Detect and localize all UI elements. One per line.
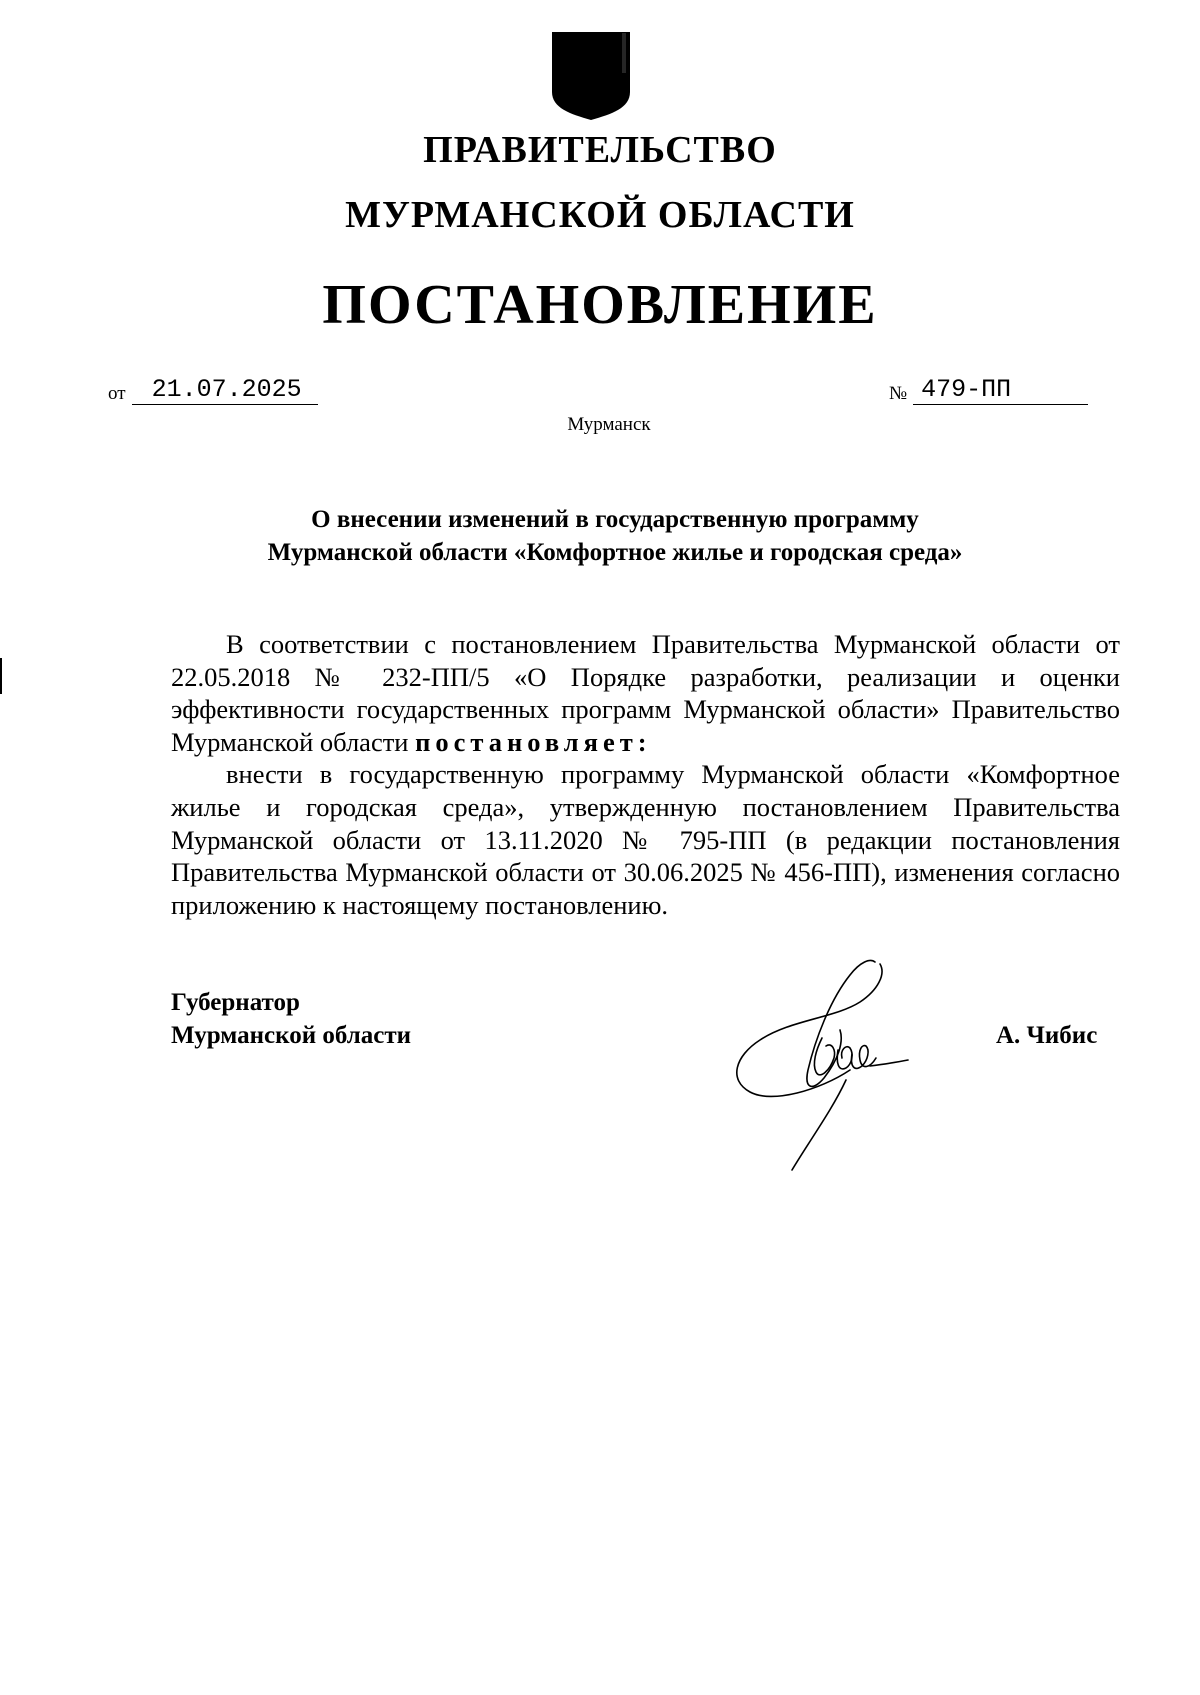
signatory-title	[171, 986, 411, 1052]
coat-of-arms-emblem	[550, 30, 632, 122]
document-number	[889, 376, 1088, 405]
document-date	[108, 376, 318, 405]
margin-mark	[0, 658, 2, 694]
signatory-title-line2: Мурманской области	[171, 1022, 412, 1049]
document-subject	[150, 503, 1080, 569]
organization-name-line1: ПРАВИТЕЛЬСТВО	[423, 129, 777, 171]
document-type-title: ПОСТАНОВЛЕНИЕ	[322, 274, 878, 336]
date-value: 21.07.2025	[132, 376, 318, 405]
document-body	[171, 628, 1120, 921]
signatory-name: А. Чибис	[996, 1022, 1098, 1049]
resolution-keyword: постановляет:	[415, 726, 652, 757]
organization-name-line2: МУРМАНСКОЙ ОБЛАСТИ	[345, 194, 855, 236]
handwritten-signature	[720, 950, 950, 1180]
subject-line2: Мурманской области «Комфортное жилье и городская среда»	[267, 539, 963, 566]
city-name: Мурманск	[567, 414, 651, 435]
signatory-title-line1: Губернатор	[171, 989, 300, 1016]
date-label: от	[108, 383, 126, 404]
body-paragraph-preamble	[171, 628, 1120, 758]
preamble-text: В соответствии с постановлением Правительства Мурманской области от 22.05.2018 № 232-ПП/5 «О Порядке разработки, реализации и оценки эффективности государственных программ Мурманской области» Правительство Мурманской области	[171, 629, 1120, 757]
body-paragraph-resolution: внести в государственную программу Мурманской области «Комфортное жилье и городская среда», утвержденную постановлением Правительства Мурманской области от 13.11.2020 № 795-ПП (в редакции постановления Правительства Мурманской области от 30.06.2025 № 456-ПП), изменения согласно приложению к настоящему постановлению.	[171, 759, 1120, 920]
number-value: 479-ПП	[913, 376, 1088, 405]
number-label: №	[889, 383, 908, 404]
subject-line1: О внесении изменений в государственную программу	[311, 506, 919, 533]
